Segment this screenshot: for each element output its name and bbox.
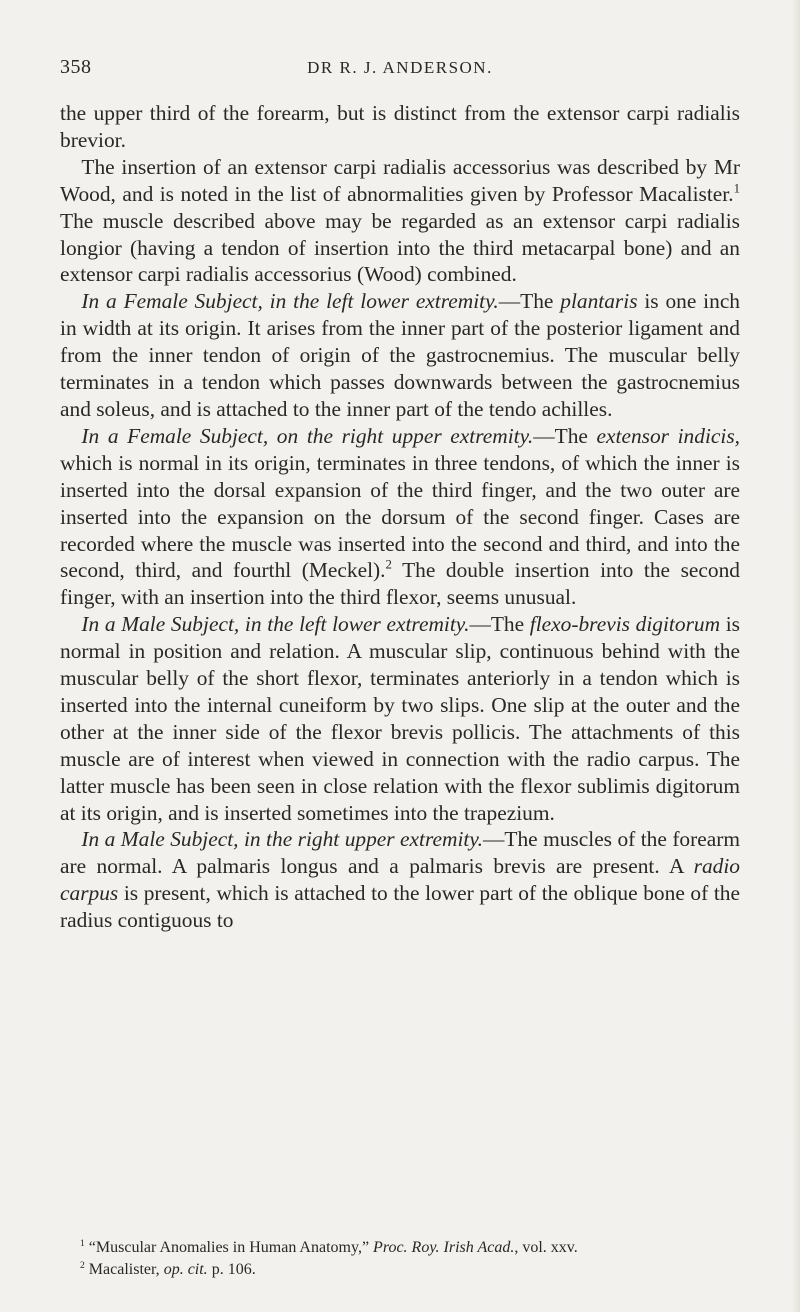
page-header: [60, 56, 740, 84]
paragraph-text: —The muscles of the forearm are normal. A palmaris longus and a palmaris brevis are present. A: [60, 827, 741, 879]
footnote-text: p. 106.: [207, 1261, 256, 1278]
body-text: [60, 100, 740, 934]
paragraph-text: —The: [498, 289, 561, 314]
paragraph-text: the upper third of the forearm, but is distinct from the extensor carpi radialis brevior.: [60, 101, 740, 152]
paragraph-text: The double insertion into the second finger, with an insertion into the third flexor, seems unusual.: [60, 558, 740, 610]
footnote-ref: 2: [385, 558, 392, 573]
paragraph-text: The insertion of an extensor carpi radialis accessorius was described by Mr Wood, and is noted in the list of abnormalities given by Professor Macalister.: [60, 154, 740, 206]
muscle-term: radio carpus: [60, 854, 740, 906]
paragraph-text: —The: [533, 423, 597, 448]
footnotes: [60, 1237, 740, 1281]
running-head: DR R. J. ANDERSON.: [307, 58, 493, 77]
muscle-term: flexo-brevis digitorum: [529, 612, 721, 637]
paragraph-text: which is normal in its origin, terminates in three tendons, of which the inner is inserted into the dorsal expansion of the third finger, and the two outer are inserted into the expansion on the dorsum of the second finger. Cases are recorded where the muscle was inserted into the second and third, and into the second, third, and fourthl (Meckel).: [60, 450, 740, 583]
paragraph-extensor-accessorius: [60, 154, 740, 289]
section-heading: In a Male Subject, in the left lower extremity.: [81, 612, 470, 637]
muscle-term: extensor indicis,: [596, 423, 740, 448]
journal-title: Proc. Roy. Irish Acad.: [373, 1239, 515, 1256]
paragraph-plantaris: [60, 288, 740, 423]
footnote-2: [60, 1259, 740, 1281]
section-heading: In a Female Subject, on the right upper extremity.: [81, 423, 534, 448]
footnote-mark: 2: [80, 1259, 85, 1271]
footnote-text: , vol. xxv.: [514, 1239, 578, 1256]
paragraph-text: is present, which is attached to the lower part of the oblique bone of the radius contiguous to: [60, 881, 740, 933]
section-heading: In a Male Subject, in the right upper extremity.: [81, 827, 483, 852]
paragraph-text: is normal in position and relation. A muscular slip, continuous behind with the muscular belly of the short flexor, terminates anteriorly in a tendon which is inserted into the internal cuneiform by two slips. One slip at the outer and the other at the inner side of the flexor brevis pollicis. The attachments of this muscle are of interest when viewed in connection with the radio carpus. The latter muscle has been seen in close relation with the flexor sublimis digitorum at its origin, and is inserted sometimes into the trapezium.: [60, 612, 741, 825]
footnote-text: Macalister,: [84, 1261, 164, 1278]
footnote-mark: 1: [80, 1237, 85, 1249]
paragraph-extensor-indicis: [60, 423, 740, 611]
footnote-1: [60, 1237, 740, 1259]
page-number: 358: [60, 56, 92, 78]
section-heading: In a Female Subject, in the left lower extremity.: [81, 289, 499, 314]
citation-abbrev: op. cit.: [163, 1261, 208, 1278]
footnote-ref: 1: [733, 181, 740, 196]
paragraph-text: The muscle described above may be regarded as an extensor carpi radialis longior (having a tendon of insertion into the third metacarpal bone) and an extensor carpi radialis accessorius (Wood) combined.: [60, 208, 740, 287]
page-edge-shadow: [792, 0, 800, 1312]
muscle-term: plantaris: [560, 289, 638, 314]
paragraph-radio-carpus: [60, 826, 740, 934]
footnote-text: “Muscular Anomalies in Human Anatomy,”: [84, 1239, 374, 1256]
paragraph-flexor-brevis: [60, 611, 740, 826]
paragraph-text: is one inch in width at its origin. It arises from the inner part of the posterior ligament and from the inner tendon of origin of the gastrocnemius. The muscular belly terminates in a tendon which passes downwards between the gastrocnemius and soleus, and is attached to the inner part of the tendo achilles.: [60, 289, 741, 421]
paragraph-continuation: [60, 100, 740, 154]
paragraph-text: —The: [469, 612, 530, 637]
